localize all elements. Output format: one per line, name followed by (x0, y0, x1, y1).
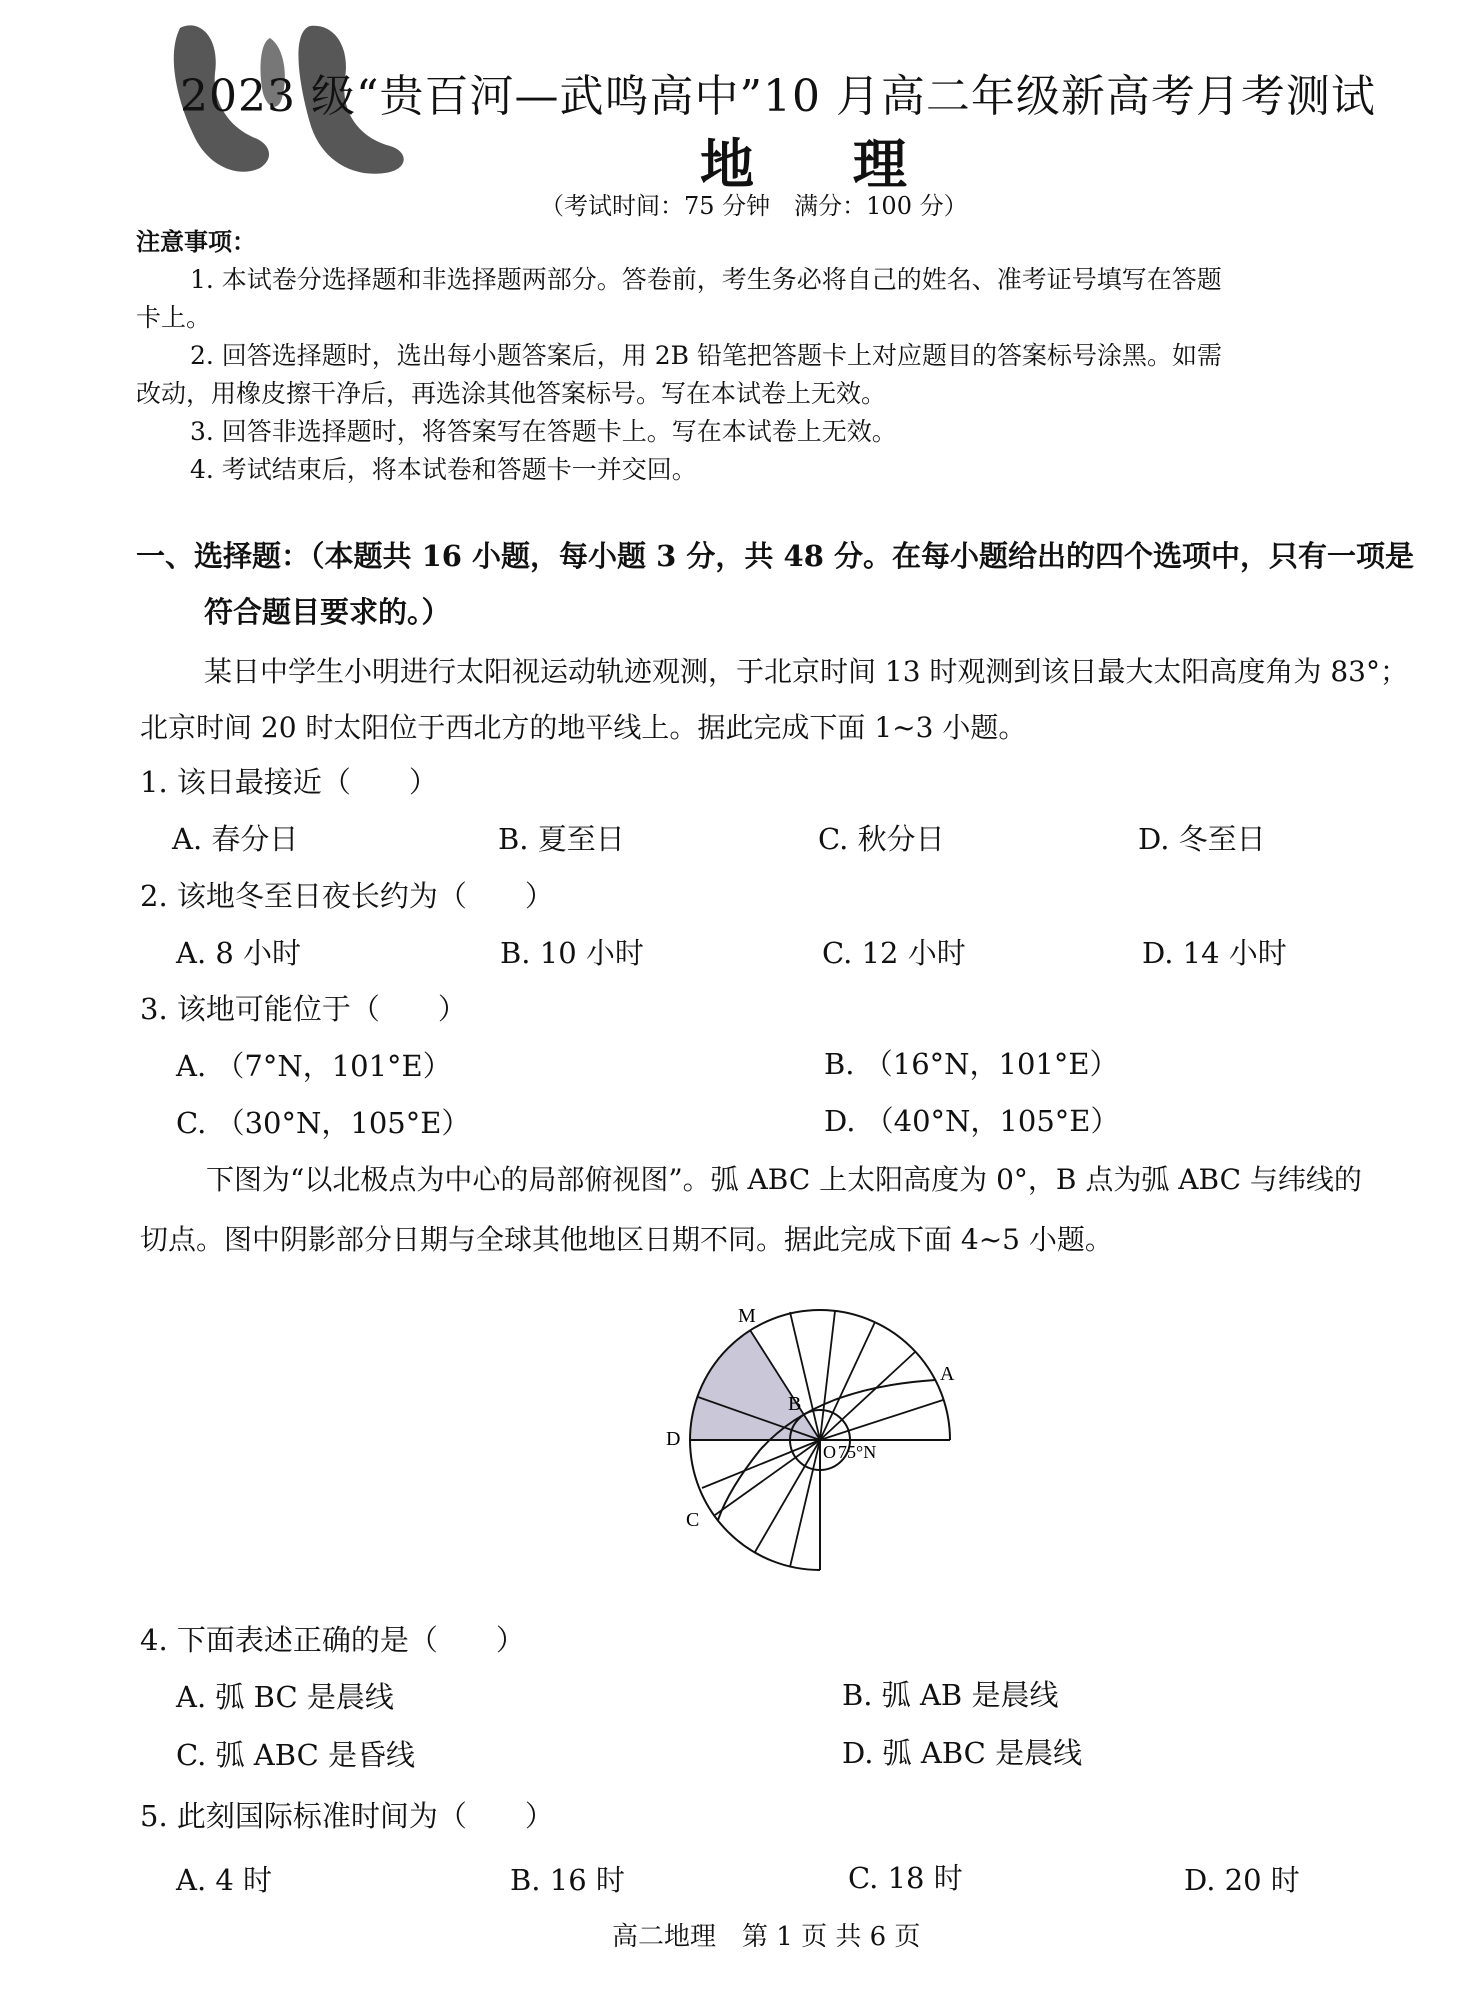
notice-line: 4. 考试结束后，将本试卷和答题卡一并交回。 (190, 455, 697, 484)
option: C. （30°N，105°E） (176, 1106, 471, 1140)
label-M: M (738, 1305, 756, 1327)
option: C. 秋分日 (818, 822, 945, 856)
notice-heading: 注意事项： (136, 227, 256, 256)
option: A. 8 小时 (176, 936, 302, 970)
exam-title: 2023 级“贵百河—武鸣高中”10 月高二年级新高考月考测试 (180, 71, 1376, 122)
option: A. 春分日 (172, 822, 299, 856)
option: B. 16 时 (510, 1863, 625, 1897)
option: D. 20 时 (1184, 1863, 1300, 1897)
option: B. （16°N，101°E） (824, 1047, 1119, 1081)
question-stem: 5. 此刻国际标准时间为（ ） (140, 1799, 554, 1833)
passage-text: 下图为“以北极点为中心的局部俯视图”。弧 ABC 上太阳高度为 0°，B 点为弧 ABC 与纬线的 (206, 1163, 1362, 1196)
option: B. 夏至日 (498, 822, 625, 856)
notice-line: 2. 回答选择题时，选出每小题答案后，用 2B 铅笔把答题卡上对应题目的答案标号涂黑。如需 (190, 341, 1222, 370)
option: D. （40°N，105°E） (824, 1104, 1120, 1138)
section-heading: 一、选择题：（本题共 16 小题，每小题 3 分，共 48 分。在每小题给出的四个选项中，只有一项是 (136, 539, 1414, 573)
option: A. （7°N，101°E） (176, 1049, 452, 1083)
label-O: O (823, 1442, 836, 1462)
option: D. 弧 ABC 是晨线 (842, 1736, 1083, 1770)
option: D. 14 小时 (1142, 936, 1287, 970)
label-D: D (666, 1428, 681, 1450)
question-stem: 3. 该地可能位于（ ） (140, 992, 467, 1026)
passage-text: 北京时间 20 时太阳位于西北方的地平线上。据此完成下面 1~3 小题。 (140, 711, 1027, 744)
option: C. 18 时 (848, 1861, 963, 1895)
question-stem: 4. 下面表述正确的是（ ） (140, 1623, 525, 1657)
label-C: C (686, 1509, 700, 1531)
passage-text: 某日中学生小明进行太阳视运动轨迹观测，于北京时间 13 时观测到该日最大太阳高度角为 83°； (204, 655, 1408, 688)
option: D. 冬至日 (1138, 822, 1266, 856)
question-stem: 1. 该日最接近（ ） (140, 765, 438, 799)
question-stem: 2. 该地冬至日夜长约为（ ） (140, 879, 554, 913)
notice-line: 改动，用橡皮擦干净后，再选涂其他答案标号。写在本试卷上无效。 (136, 379, 887, 408)
notice-line: 1. 本试卷分选择题和非选择题两部分。答卷前，考生务必将自己的姓名、准考证号填写在答题 (190, 265, 1222, 294)
page-footer: 高二地理 第 1 页 共 6 页 (612, 1922, 921, 1952)
label-latitude: 75°N (838, 1442, 877, 1462)
notice-line: 卡上。 (136, 303, 212, 332)
passage-text: 切点。图中阴影部分日期与全球其他地区日期不同。据此完成下面 4~5 小题。 (140, 1223, 1113, 1256)
option: A. 4 时 (176, 1863, 273, 1897)
section-heading-cont: 符合题目要求的。） (204, 595, 451, 629)
subject-title: 地 理 (700, 132, 947, 196)
label-A: A (940, 1363, 955, 1385)
exam-meta: （考试时间：75 分钟 满分：100 分） (540, 192, 968, 220)
option: B. 弧 AB 是晨线 (842, 1678, 1059, 1712)
option: B. 10 小时 (500, 936, 644, 970)
notice-line: 3. 回答非选择题时，将答案写在答题卡上。写在本试卷上无效。 (190, 417, 897, 446)
polar-view-diagram (660, 1300, 980, 1580)
option: A. 弧 BC 是晨线 (176, 1680, 394, 1714)
option: C. 12 小时 (822, 936, 966, 970)
option: C. 弧 ABC 是昏线 (176, 1738, 416, 1772)
label-B: B (788, 1393, 802, 1415)
